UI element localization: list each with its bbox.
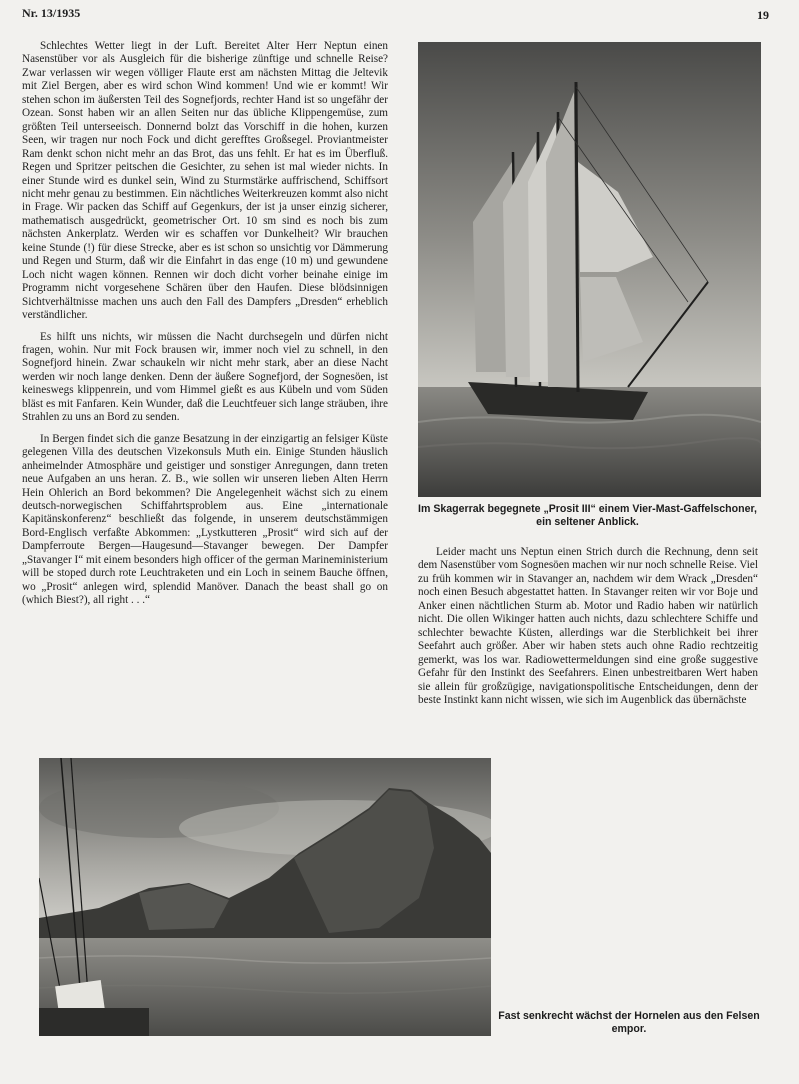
hornelen-photo-caption: Fast senkrecht wächst der Hornelen aus den Felsen empor. [498,1010,760,1035]
hornelen-photo [39,758,491,1036]
article-right-column [418,546,758,715]
article-paragraph: Schlechtes Wetter liegt in der Luft. Bereitet Alter Herr Neptun einen Nasenstüber vor als Ausgleich für die bisherige zünftige und schnelle Reise? Zwar verlassen wir wegen völliger Flaute erst am nächsten Mittag die Jeltevik mit Ziel Bergen, aber es wird schon Wind kommen! Und wie er kommt! Wir stehen schon im äußersten Teil des Sognefjords, rechter Hand ist so ungefähr der Ozean. Sonst haben wir an allen Seiten nur das übliche Klippengemüse, zum größten Teil unterseeisch. Donnernd bolzt das Vorschiff in die hohen, kurzen Seen, wir tragen nur noch Fock und dicht gerefftes Großsegel. Proviantmeister Ram denkt schon nicht mehr an das Brot, das uns fehlt. Er hat es im Überfluß. Regen und Spritzer peitschen die Gesichter, zu sehen ist mal wieder nichts. In einer Stunde wird es dunkel sein, Wind zu Sturmstärke auffrischend, Schiffsort nicht mehr genau zu bestimmen. Ein nächtliches Weiterkreuzen kommt also nicht in Frage. Wir packen das Schiff auf Gegenkurs, der ist ja unser einzig sicherer, mathematisch ausgedrückt, geometrischer Ort. 10 sm sind es noch bis zum nächsten Ankerplatz. Werden wir es schaffen vor Dunkelheit? Wir brauchen keine Stunde (!) für diese Strecke, aber es ist schon so unsichtig vor Dämmerung und Regen und Sturm, daß wir die Einfahrt in das enge (10 m) und gewundene Loch nicht wagen können. Rennen wir doch dicht vorher beinahe einige im Programm nicht vorgesehene Schären über den Haufen. Diese blödsinnigen Sichtverhältnisse machen uns auch den Fall des Dampfers „Dresden“ erheblich verständlicher. [22,40,388,322]
article-paragraph: Leider macht uns Neptun einen Strich durch die Rechnung, denn seit dem Nasenstüber vom Sognesöen machen wir nur noch schnelle Reise. Viel zu früh kommen wir in Stavanger an, nachdem wir dem Wrack „Dresden“ noch einen Besuch abgestattet hatten. In Stavanger reiten wir vor Boje und Anker einen nächtlichen Sturm ab. Motor und Radio haben wir natürlich nicht. Die ollen Wikinger hatten auch nichts, dazu schlechtere Schiffe und schlechter bewachte Küsten, allerdings war die Sterblichkeit bei ihrer Seefahrt auch größer. Aber wir haben stets auch ohne Radio rechtzeitig gemerkt, was los war. Radiowettermeldungen sind eine große suggestive Gefahr für den Instinkt des Seefahrers. Einen unbestreitbaren Wert haben sie allein für großzügige, navigationspolitische Entscheidungen, denn der beste Instinkt kann nicht wissen, wie sich im Augenblick das übernächste [418,546,758,706]
article-paragraph: Es hilft uns nichts, wir müssen die Nacht durchsegeln und dürfen nicht fragen, wohin. Nur mit Fock brausen wir, immer noch viel zu schnell, in den Sognefjord hinein. Zwar schaukeln wir nicht mehr stark, aber an diese Nacht werden wir noch lange denken. Denn der äußere Sognefjord, der Sognesöen, ist keineswegs klippenrein, und vom Himmel gießt es aus Kübeln und vom Süden bläst es mit Fanfaren. Kein Wunder, daß die Leuchtfeuer sich lange sträuben, ihre Strahlen zu uns an Bord zu senden. [22,330,388,424]
article-paragraph: In Bergen findet sich die ganze Besatzung in der einzigartig an felsiger Küste gelegenen Villa des deutschen Vizekonsuls Muth ein. Einige Stunden häuslich anheimelnder Atmosphäre und geistiger und sonstiger Anregungen, dann treten neue Aufgaben an uns heran. Z. B., wie sollen wir unseren lieben Alten Herrn Hein Ohlerich an Bord bekommen? Die Angelegenheit wächst sich zu einem deutsch-norwegischen Schiffahrtsproblem aus. Eine „internationale Kapitänskonferenz“ beschließt das folgende, in unserem deutschstämmigen Bord-Englisch verfaßte Abkommen: „Lystkutteren „Prosit“ wird sich auf der Dampferroute Bergen—Haugesund—Stavanger bewegen. Der Dampfer „Stavanger I“ mit einem besonders high officer of the german Marineministerium will be stoped durch rote Leuchtraketen und ein Loch in seinem Bauche öffnen, wo „Prosit“ anlegen wird, splendid Manöver. Danach the beast shall go on (which Biest?), all right . . .“ [22,432,388,607]
page-number: 19 [757,8,769,22]
schooner-photo-caption: Im Skagerrak begegnete „Prosit III“ einem Vier-Mast-Gaffelschoner, ein seltener Anblick. [418,503,757,528]
issue-number: Nr. 13/1935 [22,6,81,20]
schooner-photo [418,42,761,497]
article-left-column [22,40,388,616]
